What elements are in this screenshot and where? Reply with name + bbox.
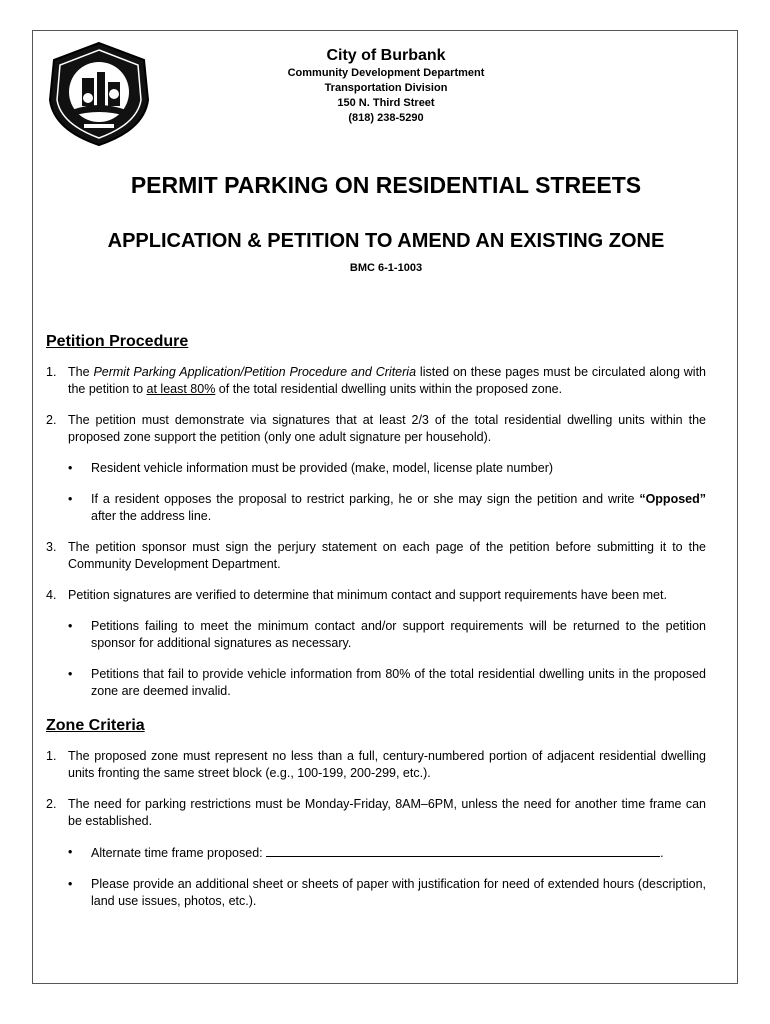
zone-item-2-bullet-2: • Please provide an additional sheet or sheets of paper with justification for need of extended hours (description, land use issues, photos, etc.). [68,877,706,908]
petition-item-2-bullet-2: • If a resident opposes the proposal to restrict parking, he or she may sign the petition and write “Opposed” after the address line. [68,492,706,523]
zone-criteria-heading: Zone Criteria [46,717,145,734]
petition-item-3: 3. The petition sponsor must sign the perjury statement on each page of the petition before submitting it to the Community Development Department. [46,540,706,571]
city-name: City of Burbank [326,47,446,64]
document-subtitle: APPLICATION & PETITION TO AMEND AN EXISTING ZONE [107,230,665,252]
petition-item-4-bullet-2: • Petitions that fail to provide vehicle information from 80% of the total residential dwelling units in the proposed zone are deemed invalid. [68,667,706,698]
petition-procedure-heading: Petition Procedure [46,333,189,350]
petition-item-2: 2. The petition must demonstrate via signatures that at least 2/3 of the total residential dwelling units within the proposed zone support the petition (only one adult signature per household). [46,413,706,444]
code-reference: BMC 6-1-1003 [349,262,423,274]
street-address: 150 N. Third Street [337,97,435,109]
header-block [186,46,586,126]
alternate-time-frame-field[interactable] [266,844,660,857]
city-seal-logo [44,40,154,148]
phone-number: (818) 238-5290 [348,112,424,124]
document-title: PERMIT PARKING ON RESIDENTIAL STREETS [130,172,642,198]
zone-item-1: 1. The proposed zone must represent no less than a full, century-numbered portion of adjacent residential dwelling units fronting the same street block (e.g., 100-199, 200-299, etc.). [46,749,706,780]
petition-item-1: 1. The Permit Parking Application/Petition Procedure and Criteria listed on these pages must be circulated along with the petition to at least 80% of the total residential dwelling units within the proposed zone. [46,365,707,396]
document-body [46,332,706,924]
department-name: Community Development Department [287,67,485,79]
zone-item-2: 2. The need for parking restrictions must be Monday-Friday, 8AM–6PM, unless the need for another time frame can be established. [46,797,706,828]
petition-item-2-bullet-1: • Resident vehicle information must be provided (make, model, license plate number) [68,461,554,475]
petition-item-4-bullet-1: • Petitions failing to meet the minimum contact and/or support requirements will be returned to the petition sponsor for additional signatures as necessary. [68,619,706,650]
zone-item-2-bullet-1: • Alternate time frame proposed: . [68,845,664,860]
petition-item-4: 4. Petition signatures are verified to determine that minimum contact and support requirements have been met. [46,588,667,602]
division-name: Transportation Division [324,82,448,94]
